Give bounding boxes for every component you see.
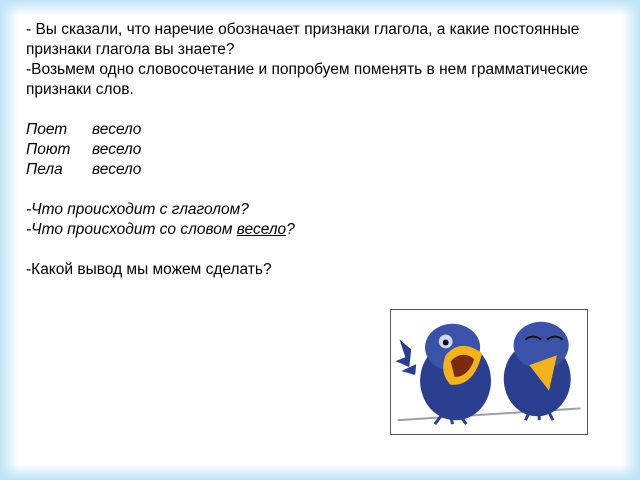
blank-line <box>26 180 616 200</box>
instruction-change-features: -Возьмем одно словосочетание и попробуем поменять в нем грамматические признаки слов. <box>26 61 588 98</box>
underlined-word: весело <box>236 221 287 238</box>
conclusion-question: -Какой вывод мы можем сделать? <box>26 261 272 278</box>
slide-text <box>26 20 616 280</box>
question-verb-features: - Вы сказали, что наречие обозначает признаки глагола, а какие постоянные признаки глагола вы знаете? <box>26 21 580 58</box>
left-bird <box>396 324 491 424</box>
phrase-adverb: весело <box>92 161 142 178</box>
question-mark: ? <box>286 221 295 238</box>
two-singing-birds-icon <box>391 310 587 434</box>
question-about-verb: -Что происходит с глаголом? <box>26 201 249 218</box>
phrase-verb: Поют <box>26 141 71 158</box>
birds-picture <box>390 309 588 435</box>
phrase-verb: Пела <box>26 161 63 178</box>
blank-line <box>26 240 616 260</box>
phrase-verb: Поет <box>26 121 68 138</box>
phrase-adverb: весело <box>92 141 142 158</box>
blank-line <box>26 100 616 120</box>
phrase-row <box>26 160 616 180</box>
phrase-row <box>26 120 616 140</box>
question-about-adverb <box>26 220 616 240</box>
phrase-row <box>26 140 616 160</box>
phrase-adverb: весело <box>92 121 142 138</box>
right-bird <box>504 322 571 420</box>
question-prefix: -Что происходит со словом <box>26 221 237 238</box>
